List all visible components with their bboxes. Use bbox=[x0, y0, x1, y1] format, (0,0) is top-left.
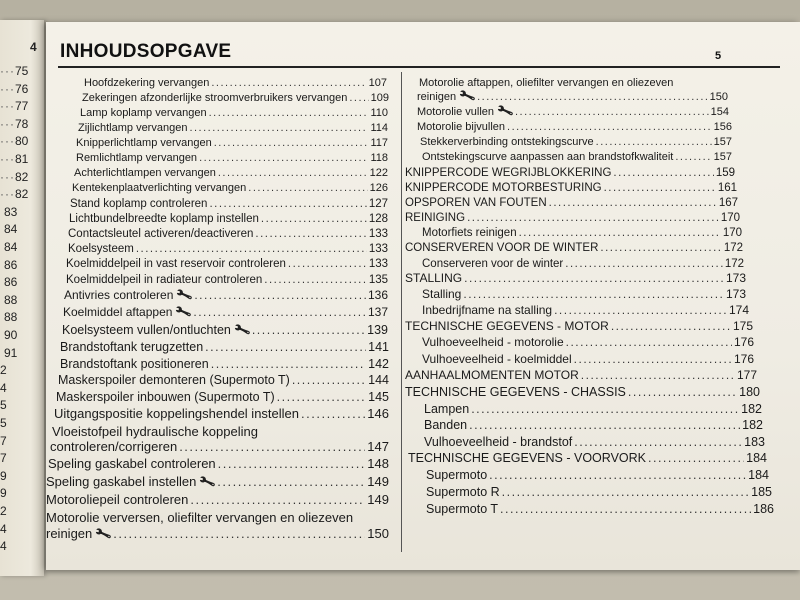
leader-dots bbox=[199, 152, 368, 164]
toc-entry-title: Koelmiddel aftappen bbox=[63, 305, 173, 319]
previous-page-line-number: 80 bbox=[15, 134, 29, 149]
page-number: 5 bbox=[715, 50, 722, 62]
toc-entry[interactable] bbox=[62, 320, 388, 337]
leader-dots bbox=[507, 121, 712, 133]
toc-entry-title: TECHNISCHE GEGEVENS - VOORVORK bbox=[408, 450, 647, 465]
leader-dots bbox=[489, 468, 746, 482]
leader-dots: ··· bbox=[0, 64, 15, 78]
toc-entry[interactable] bbox=[422, 254, 744, 270]
previous-page-number: 4 bbox=[30, 40, 37, 54]
toc-entry[interactable] bbox=[422, 350, 754, 366]
previous-page-line bbox=[0, 152, 40, 166]
toc-entry-page: 144 bbox=[368, 372, 389, 387]
leader-dots bbox=[464, 271, 724, 285]
toc-entry-page: 133 bbox=[368, 257, 388, 270]
previous-page-line bbox=[0, 82, 40, 96]
wrench-icon: 🔧 bbox=[496, 101, 515, 121]
previous-page-line-number: 90 bbox=[4, 328, 18, 342]
leader-dots bbox=[301, 406, 365, 421]
leader-dots bbox=[214, 137, 369, 149]
leader-dots bbox=[574, 435, 742, 449]
toc-entry-page: 157 bbox=[713, 151, 732, 163]
toc-entry[interactable] bbox=[63, 302, 388, 322]
toc-entry-title: Lichtbundelbreedte koplamp instellen bbox=[69, 212, 259, 225]
previous-page-line bbox=[0, 117, 40, 131]
toc-entry-title: Koelmiddelpeil in radiateur controleren bbox=[66, 273, 263, 286]
leader-dots bbox=[604, 182, 716, 194]
leader-dots bbox=[574, 352, 732, 366]
previous-page-line-number: 7 bbox=[0, 451, 7, 466]
toc-entry-page: 170 bbox=[720, 211, 740, 224]
toc-entry-title: Motorolie bijvullen bbox=[417, 121, 506, 133]
leader-dots bbox=[554, 303, 727, 317]
previous-page-line bbox=[4, 222, 44, 236]
previous-page-line bbox=[4, 205, 44, 219]
leader-dots bbox=[471, 402, 739, 416]
toc-entry[interactable] bbox=[76, 134, 388, 149]
toc-entry-title: Supermoto bbox=[426, 467, 488, 482]
toc-entry-title: Motorfiets reinigen bbox=[422, 226, 517, 239]
previous-page-line bbox=[0, 504, 40, 518]
toc-entry-title: Remlichtlamp vervangen bbox=[76, 152, 198, 164]
toc-entry[interactable] bbox=[405, 178, 737, 194]
leader-dots bbox=[463, 287, 724, 301]
toc-entry-title: Stalling bbox=[422, 287, 462, 301]
leader-dots bbox=[675, 151, 711, 163]
previous-page-line-number: 83 bbox=[4, 204, 18, 219]
leader-dots bbox=[581, 368, 735, 382]
leader-dots bbox=[502, 485, 749, 499]
previous-page-line bbox=[0, 99, 40, 113]
toc-entry-title: Vloeistofpeil hydraulische koppeling bbox=[52, 424, 258, 439]
toc-entry-title: Hoofdzekering vervangen bbox=[84, 77, 210, 89]
toc-entry[interactable] bbox=[84, 74, 387, 89]
toc-entry[interactable] bbox=[60, 337, 389, 354]
toc-entry-title: Maskerspoiler inbouwen (Supermoto T) bbox=[56, 389, 275, 404]
leader-dots bbox=[467, 212, 719, 224]
previous-page-line-number: 5 bbox=[0, 398, 7, 413]
toc-entry-page: 107 bbox=[368, 77, 387, 89]
toc-entry-title: Motorolie verversen, oliefilter vervangen en oliezeven bbox=[46, 510, 354, 525]
toc-entry-title: Conserveren voor de winter bbox=[422, 257, 564, 270]
toc-entry[interactable] bbox=[426, 499, 774, 516]
toc-entry-title: Motorolie aftappen, oliefilter vervangen en oliezeven bbox=[419, 77, 674, 89]
toc-entry-title: Koelsysteem bbox=[68, 242, 134, 255]
previous-page-line bbox=[0, 522, 40, 536]
toc-entry-page: 148 bbox=[367, 456, 389, 471]
toc-entry[interactable] bbox=[69, 209, 388, 225]
leader-dots bbox=[136, 243, 367, 255]
toc-entry[interactable] bbox=[74, 164, 388, 179]
toc-entry-title: Knipperlichtlamp vervangen bbox=[76, 137, 212, 149]
wrench-icon: 🔧 bbox=[174, 302, 194, 322]
toc-entry[interactable] bbox=[422, 223, 742, 239]
toc-entry[interactable] bbox=[54, 404, 389, 421]
previous-page-line-number: 78 bbox=[15, 116, 29, 131]
toc-entry-page: 176 bbox=[733, 335, 754, 349]
toc-entry-page: 117 bbox=[370, 137, 388, 149]
toc-entry-title: reinigen bbox=[46, 526, 93, 541]
toc-entry-title: reinigen bbox=[417, 91, 457, 103]
previous-page-line bbox=[0, 539, 40, 553]
leader-dots bbox=[209, 107, 369, 119]
toc-entry-page: 122 bbox=[369, 167, 388, 179]
previous-page-line bbox=[0, 486, 40, 500]
toc-entry[interactable] bbox=[424, 399, 762, 416]
toc-entry-title: Banden bbox=[424, 417, 468, 432]
leader-dots bbox=[477, 91, 708, 103]
wrench-icon: 🔧 bbox=[198, 472, 218, 492]
toc-entry[interactable] bbox=[72, 179, 388, 194]
toc-entry-page: 135 bbox=[368, 273, 388, 286]
toc-entry-page: 149 bbox=[367, 492, 389, 507]
leader-dots bbox=[549, 197, 717, 209]
leader-dots bbox=[209, 198, 366, 210]
toc-entry-title: TECHNISCHE GEGEVENS - CHASSIS bbox=[405, 384, 626, 399]
wrench-icon: 🔧 bbox=[232, 320, 252, 339]
previous-page-line-number: 9 bbox=[0, 468, 7, 483]
previous-page-line-number: 4 bbox=[0, 380, 7, 395]
previous-page-line-number: 88 bbox=[4, 310, 18, 325]
leader-dots bbox=[255, 228, 366, 240]
toc-entry-page: 182 bbox=[742, 417, 763, 432]
wrench-icon: 🔧 bbox=[175, 285, 195, 305]
leader-dots bbox=[113, 526, 365, 541]
toc-entry[interactable] bbox=[56, 387, 389, 404]
toc-entry-page: 154 bbox=[710, 106, 729, 118]
leader-dots bbox=[600, 242, 721, 254]
leader-dots bbox=[179, 439, 365, 454]
toc-entry-page: 150 bbox=[709, 91, 728, 103]
toc-entry-page: 159 bbox=[715, 166, 735, 179]
toc-entry[interactable] bbox=[405, 269, 746, 285]
previous-page-line bbox=[0, 434, 40, 448]
toc-entry[interactable] bbox=[408, 448, 767, 465]
previous-page-line-number: 84 bbox=[4, 240, 18, 254]
toc-entry-page: 147 bbox=[367, 439, 389, 454]
toc-entry[interactable] bbox=[80, 104, 388, 119]
leader-dots: ··· bbox=[0, 134, 15, 149]
previous-page-line-number: 9 bbox=[0, 486, 7, 501]
previous-page-edge bbox=[0, 20, 44, 576]
toc-entry-title: Motorolie vullen bbox=[417, 106, 495, 118]
toc-entry-title: Achterlichtlampen vervangen bbox=[74, 167, 216, 179]
toc-entry-title: Koelmiddelpeil in vast reservoir controleren bbox=[66, 257, 286, 270]
previous-page-line-number: 4 bbox=[0, 539, 7, 554]
leader-dots bbox=[194, 288, 366, 302]
previous-page-line bbox=[0, 416, 40, 430]
leader-dots bbox=[469, 418, 740, 432]
toc-entry-page: 177 bbox=[736, 368, 757, 382]
toc-entry-page: 149 bbox=[367, 474, 389, 489]
previous-page-line-number: 7 bbox=[0, 433, 7, 448]
toc-entry-page: 170 bbox=[722, 226, 742, 239]
toc-entry-page: 184 bbox=[746, 450, 767, 465]
toc-entry-title: REINIGING bbox=[405, 211, 466, 224]
previous-page-line bbox=[4, 328, 44, 342]
previous-page-line bbox=[0, 187, 40, 201]
leader-dots bbox=[566, 335, 732, 349]
leader-dots bbox=[349, 92, 368, 104]
toc-entry[interactable] bbox=[422, 148, 732, 163]
previous-page-line-number: 5 bbox=[0, 416, 7, 430]
toc-entry-page: 174 bbox=[728, 303, 749, 317]
toc-entry-title: Vulhoeveelheid - motorolie bbox=[422, 335, 564, 349]
toc-entry-page: 146 bbox=[367, 406, 389, 421]
toc-entry-title: Uitgangspositie koppelingshendel instellen bbox=[54, 406, 300, 421]
toc-entry-page: 172 bbox=[723, 241, 743, 254]
leader-dots: ··· bbox=[0, 99, 15, 114]
toc-entry[interactable] bbox=[50, 437, 389, 454]
toc-entry[interactable] bbox=[48, 454, 389, 471]
leader-dots bbox=[211, 77, 366, 89]
toc-entry-title: Inbedrijfname na stalling bbox=[422, 303, 553, 317]
toc-entry[interactable] bbox=[58, 370, 389, 387]
previous-page-line-number: 81 bbox=[15, 152, 29, 166]
toc-entry-page: 114 bbox=[370, 122, 388, 134]
toc-entry-title: KNIPPERCODE WEGRIJBLOKKERING bbox=[405, 166, 612, 179]
column-divider bbox=[401, 72, 402, 552]
toc-entry-page: 126 bbox=[369, 182, 388, 194]
toc-entry-page: 139 bbox=[367, 322, 388, 337]
previous-page-line bbox=[4, 310, 44, 324]
leader-dots bbox=[193, 305, 366, 319]
toc-entry-page: 184 bbox=[748, 467, 769, 482]
leader-dots bbox=[565, 258, 723, 270]
previous-page-line bbox=[0, 451, 40, 465]
wrench-icon: 🔧 bbox=[458, 86, 478, 106]
previous-page-line bbox=[0, 469, 40, 483]
previous-page-line bbox=[0, 381, 40, 395]
previous-page-line bbox=[0, 170, 40, 184]
toc-entry-page: 180 bbox=[739, 384, 760, 399]
toc-entry-page: 141 bbox=[368, 339, 389, 354]
toc-entry-page: 175 bbox=[732, 319, 753, 333]
previous-page-line-number: 86 bbox=[4, 257, 18, 272]
toc-entry-title: Contactsleutel activeren/deactiveren bbox=[68, 227, 254, 240]
toc-entry[interactable] bbox=[405, 382, 760, 399]
previous-page-line bbox=[4, 275, 44, 289]
previous-page-line-number: 77 bbox=[15, 99, 29, 114]
leader-dots bbox=[648, 451, 744, 465]
toc-entry[interactable] bbox=[60, 354, 389, 371]
leader-dots bbox=[189, 122, 368, 134]
toc-entry-page: 185 bbox=[751, 484, 772, 499]
toc-entry-page: 167 bbox=[718, 196, 738, 209]
previous-page-line bbox=[4, 258, 44, 272]
toc-entry-page: 157 bbox=[713, 136, 732, 148]
previous-page-line-number: 76 bbox=[15, 81, 29, 96]
toc-entry[interactable] bbox=[405, 163, 735, 179]
toc-entry-page: 186 bbox=[753, 501, 774, 516]
toc-entry-title: AANHAALMOMENTEN MOTOR bbox=[405, 368, 579, 382]
toc-entry-title: Brandstoftank terugzetten bbox=[60, 339, 204, 354]
previous-page-line-number: 2 bbox=[0, 504, 7, 518]
toc-entry[interactable] bbox=[68, 224, 388, 240]
toc-entry[interactable] bbox=[76, 149, 388, 164]
leader-dots bbox=[264, 274, 367, 286]
toc-entry-title: Supermoto T bbox=[426, 501, 499, 516]
toc-entry-page: 110 bbox=[370, 107, 388, 119]
leader-dots bbox=[500, 502, 751, 516]
toc-entry[interactable] bbox=[424, 415, 763, 432]
toc-entry-page: 109 bbox=[370, 92, 389, 104]
toc-entry[interactable] bbox=[417, 118, 732, 133]
toc-entry-page: 118 bbox=[370, 152, 388, 164]
previous-page-line bbox=[4, 293, 44, 307]
toc-entry-title: Stekkerverbinding ontstekingscurve bbox=[420, 136, 594, 148]
leader-dots bbox=[211, 357, 366, 371]
leader-dots bbox=[288, 258, 367, 270]
toc-entry[interactable] bbox=[426, 465, 769, 482]
toc-entry-page: 161 bbox=[717, 181, 737, 194]
leader-dots bbox=[628, 385, 737, 399]
toc-entry-title: Speling gaskabel instellen bbox=[46, 474, 197, 489]
toc-entry-page: 145 bbox=[368, 389, 389, 404]
toc-entry[interactable] bbox=[68, 239, 388, 255]
toc-entry-title: Ontstekingscurve aanpassen aan brandstofkwaliteit bbox=[422, 151, 674, 163]
toc-entry-page: 150 bbox=[367, 526, 389, 541]
contents-page bbox=[46, 22, 800, 570]
toc-entry-page: 133 bbox=[368, 242, 388, 255]
toc-entry-title: OPSPOREN VAN FOUTEN bbox=[405, 196, 547, 209]
toc-entry[interactable] bbox=[417, 86, 728, 106]
toc-entry-page: 172 bbox=[724, 257, 744, 270]
leader-dots bbox=[218, 167, 368, 179]
toc-entry-title: Supermoto R bbox=[426, 484, 500, 499]
toc-entry-title: KNIPPERCODE MOTORBESTURING bbox=[405, 181, 602, 194]
toc-entry-title: Speling gaskabel controleren bbox=[48, 456, 216, 471]
toc-entry[interactable] bbox=[422, 301, 749, 317]
leader-dots bbox=[248, 182, 367, 194]
leader-dots bbox=[218, 456, 366, 471]
leader-dots bbox=[596, 136, 712, 148]
previous-page-line-number: 88 bbox=[4, 292, 18, 307]
previous-page-line bbox=[0, 398, 40, 412]
leader-dots bbox=[252, 323, 365, 337]
toc-entry-title: Zijlichtlamp vervangen bbox=[78, 122, 188, 134]
leader-dots bbox=[277, 390, 367, 404]
toc-entry-title: Vulhoeveelheid - koelmiddel bbox=[422, 352, 572, 366]
leader-dots bbox=[205, 340, 366, 354]
toc-entry[interactable] bbox=[405, 208, 740, 224]
toc-entry-title: Brandstoftank positioneren bbox=[60, 356, 209, 371]
toc-entry-title: Antivries controleren bbox=[64, 288, 174, 302]
previous-page-line bbox=[4, 346, 44, 360]
toc-entry-title: STALLING bbox=[405, 271, 463, 285]
title-underline bbox=[58, 66, 780, 68]
toc-entry[interactable] bbox=[78, 119, 388, 134]
toc-entry-title: Vulhoeveelheid - brandstof bbox=[424, 434, 573, 449]
toc-entry-title: Lamp koplamp vervangen bbox=[80, 107, 207, 119]
toc-entry[interactable] bbox=[405, 317, 753, 333]
previous-page-line bbox=[0, 134, 40, 148]
leader-dots: ··· bbox=[0, 81, 15, 96]
leader-dots bbox=[611, 319, 731, 333]
leader-dots bbox=[515, 106, 709, 118]
toc-entry-page: 182 bbox=[741, 401, 762, 416]
toc-entry-title: Maskerspoiler demonteren (Supermoto T) bbox=[58, 372, 290, 387]
toc-entry[interactable] bbox=[405, 366, 757, 382]
leader-dots bbox=[190, 492, 365, 507]
toc-entry-title: Motoroliepeil controleren bbox=[46, 492, 189, 507]
leader-dots bbox=[613, 167, 713, 179]
toc-entry-title: Zekeringen afzonderlijke stroomverbruikers vervangen bbox=[82, 92, 348, 104]
previous-page-line-number: 75 bbox=[15, 64, 29, 78]
previous-page-line-number: 91 bbox=[4, 345, 18, 360]
toc-entry[interactable] bbox=[46, 490, 389, 507]
previous-page-line-number: 84 bbox=[4, 222, 18, 237]
toc-entry[interactable] bbox=[420, 133, 732, 148]
previous-page-line-number: 4 bbox=[0, 521, 7, 536]
toc-entry-page: 142 bbox=[368, 356, 389, 371]
toc-entry-title: Stand koplamp controleren bbox=[70, 197, 208, 210]
toc-entry[interactable] bbox=[405, 193, 738, 209]
toc-entry[interactable] bbox=[422, 333, 754, 349]
leader-dots bbox=[519, 227, 721, 239]
previous-page-line bbox=[4, 240, 44, 254]
previous-page-line-number: 86 bbox=[4, 275, 18, 290]
leader-dots bbox=[292, 373, 366, 387]
leader-dots bbox=[261, 213, 367, 225]
toc-entry-page: 183 bbox=[744, 434, 765, 449]
leader-dots: ··· bbox=[0, 169, 15, 184]
toc-entry[interactable] bbox=[417, 101, 729, 121]
toc-entry[interactable] bbox=[82, 89, 389, 104]
toc-entry[interactable] bbox=[426, 482, 772, 499]
wrench-icon: 🔧 bbox=[94, 524, 114, 544]
previous-page-line-number: 82 bbox=[15, 169, 29, 184]
previous-page-line-number: 2 bbox=[0, 363, 7, 378]
toc-entry[interactable] bbox=[424, 432, 765, 449]
toc-entry-title: Kentekenplaatverlichting vervangen bbox=[72, 182, 247, 194]
toc-entry[interactable] bbox=[64, 285, 388, 305]
toc-entry[interactable] bbox=[422, 285, 746, 301]
toc-entry[interactable] bbox=[70, 194, 388, 210]
toc-entry[interactable] bbox=[46, 524, 389, 544]
toc-entry-title: Koelsysteem vullen/ontluchten bbox=[62, 322, 231, 337]
leader-dots bbox=[217, 474, 365, 489]
previous-page-line bbox=[0, 64, 40, 78]
toc-entry[interactable] bbox=[419, 74, 728, 89]
toc-entry-page: 128 bbox=[368, 212, 388, 225]
toc-entry-page: 173 bbox=[725, 271, 746, 285]
previous-page-line-number: 82 bbox=[15, 187, 29, 202]
toc-entry[interactable] bbox=[66, 254, 388, 270]
toc-entry-page: 173 bbox=[725, 287, 746, 301]
toc-entry[interactable] bbox=[46, 508, 389, 525]
toc-entry-title: CONSERVEREN VOOR DE WINTER bbox=[405, 241, 599, 254]
leader-dots: ··· bbox=[0, 116, 15, 131]
toc-entry-page: 137 bbox=[367, 305, 388, 319]
page-title: INHOUDSOPGAVE bbox=[60, 41, 232, 62]
toc-entry[interactable] bbox=[66, 270, 388, 286]
leader-dots: ··· bbox=[0, 152, 15, 166]
toc-entry[interactable] bbox=[46, 472, 389, 492]
toc-entry-page: 136 bbox=[367, 288, 388, 302]
toc-entry-page: 156 bbox=[713, 121, 732, 133]
toc-entry[interactable] bbox=[405, 238, 743, 254]
toc-entry-title: controleren/corrigeren bbox=[50, 439, 178, 454]
toc-entry-page: 176 bbox=[733, 352, 754, 366]
toc-entry-title: TECHNISCHE GEGEVENS - MOTOR bbox=[405, 319, 609, 333]
toc-entry-page: 127 bbox=[368, 197, 388, 210]
previous-page-line bbox=[0, 363, 40, 377]
toc-entry-page: 133 bbox=[368, 227, 388, 240]
leader-dots: ··· bbox=[0, 187, 15, 202]
toc-entry-title: Lampen bbox=[424, 401, 470, 416]
